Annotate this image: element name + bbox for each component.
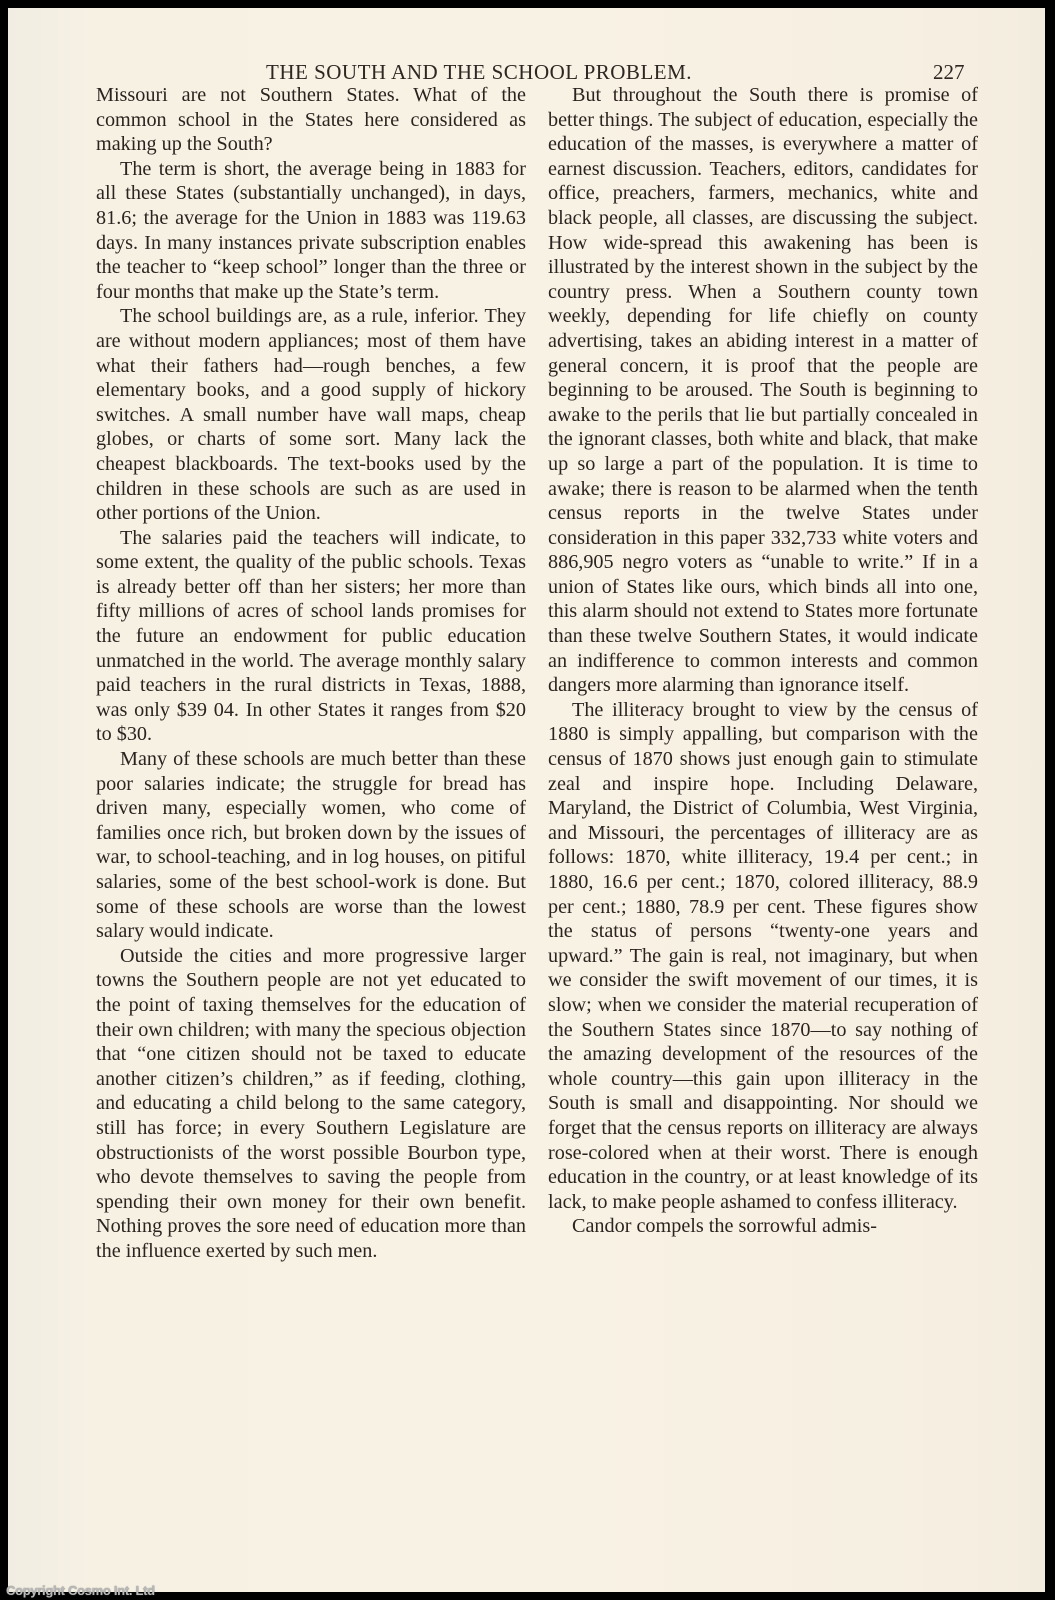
page-number: 227 (933, 60, 965, 84)
running-title: THE SOUTH AND THE SCHOOL PROBLEM. (266, 60, 693, 84)
right-column (548, 83, 978, 1239)
paragraph: Many of these schools are much better than these poor salaries indicate; the struggle for bread has driven many, especially women, who come of families once rich, but broken down by the issues of war, to school-teaching, and in log houses, on pitiful salaries, some of the best school-work is done. But some of these schools are worse than the lowest salary would indicate. (96, 748, 526, 943)
paragraph: But throughout the South there is promise of better things. The subject of education, especially the education of the masses, is everywhere a matter of earnest discussion. Teachers, editors, candidates for office, preachers, farmers, mechanics, white and black people, all classes, are discussing the subject. How wide-spread this awakening has been is illustrated by the interest shown in the subject by the country press. When a Southern county town weekly, depending for life chiefly on county advertising, takes an abiding interest in a matter of general concern, it is proof that the people are beginning to be aroused. The South is beginning to awake to the perils that lie but partially concealed in the ignorant classes, both white and black, that make up so large a part of the population. It is time to awake; there is reason to be alarmed when the tenth census reports in the twelve States under consideration in this paper 332,733 white voters and 886,905 negro voters as “unable to write.” If in a union of States like ours, which binds all into one, this alarm should not extend to States more fortunate than these twelve Southern States, it would indicate an indifference to common interests and common dangers more alarming than ignorance itself. (548, 84, 978, 697)
paragraph: The school buildings are, as a rule, inferior. They are without modern appliances; most of them have what their fathers had—rough benches, a few elementary books, and a good supply of hickory switches. A small number have wall maps, cheap globes, or charts of some sort. Many lack the cheapest blackboards. The text-books used by the children in these schools are such as are used in other portions of the Union. (96, 305, 526, 525)
copyright-watermark: Copyright Cosmo Int. Ltd (6, 1583, 155, 1598)
paragraph: The salaries paid the teachers will indicate, to some extent, the quality of the public schools. Texas is already better off than her sisters; her more than fifty millions of acres of school lands promises for the future an endowment for public education unmatched in the world. The average monthly salary paid teachers in the rural districts in Texas, 1888, was only $39 04. In other States it ranges from $20 to $30. (96, 526, 526, 746)
left-column (96, 83, 526, 1264)
paragraph: Candor compels the sorrowful admis- (572, 1215, 877, 1238)
paragraph: The term is short, the average being in 1883 for all these States (substantially unchanged), in days, 81.6; the average for the Union in 1883 was 119.63 days. In many instances private subscription enables the teacher to “keep school” longer than the three or four months that make up the State’s term. (96, 157, 526, 303)
document-page (8, 8, 1045, 1592)
paragraph: Missouri are not Southern States. What of the common school in the States here considered as making up the South? (96, 84, 526, 156)
paragraph: The illiteracy brought to view by the census of 1880 is simply appalling, but comparison with the census of 1870 shows just enough gain to stimulate zeal and inspire hope. Including Delaware, Maryland, the District of Columbia, West Virginia, and Missouri, the percentages of illiteracy are as follows: 1870, white illiteracy, 19.4 per cent.; in 1880, 16.6 per cent.; 1870, colored illiteracy, 88.9 per cent.; 1880, 78.9 per cent. These figures show the status of persons “twenty-one years and upward.” The gain is real, not imaginary, but when we consider the swift movement of our times, it is slow; when we consider the material recuperation of the Southern States since 1870—to say nothing of the amazing development of the resources of the whole country—this gain upon illiteracy in the South is small and disappointing. Nor should we forget that the census reports on illiteracy are always rose-colored when at their worst. There is enough education in the country, or at least knowledge of its lack, to make people ashamed to confess illiteracy. (548, 698, 978, 1213)
paragraph: Outside the cities and more progressive larger towns the Southern people are not yet educated to the point of taxing themselves for the education of their own children; with many the specious objection that “one citizen should not be taxed to educate another citizen’s children,” as if feeding, clothing, and educating a child belong to the same category, still has force; in every Southern Legislature are obstructionists of the worst possible Bourbon type, who devote themselves to saving the people from spending their own money for their own benefit. Nothing proves the sore need of education more than the influence exerted by such men. (96, 944, 526, 1262)
